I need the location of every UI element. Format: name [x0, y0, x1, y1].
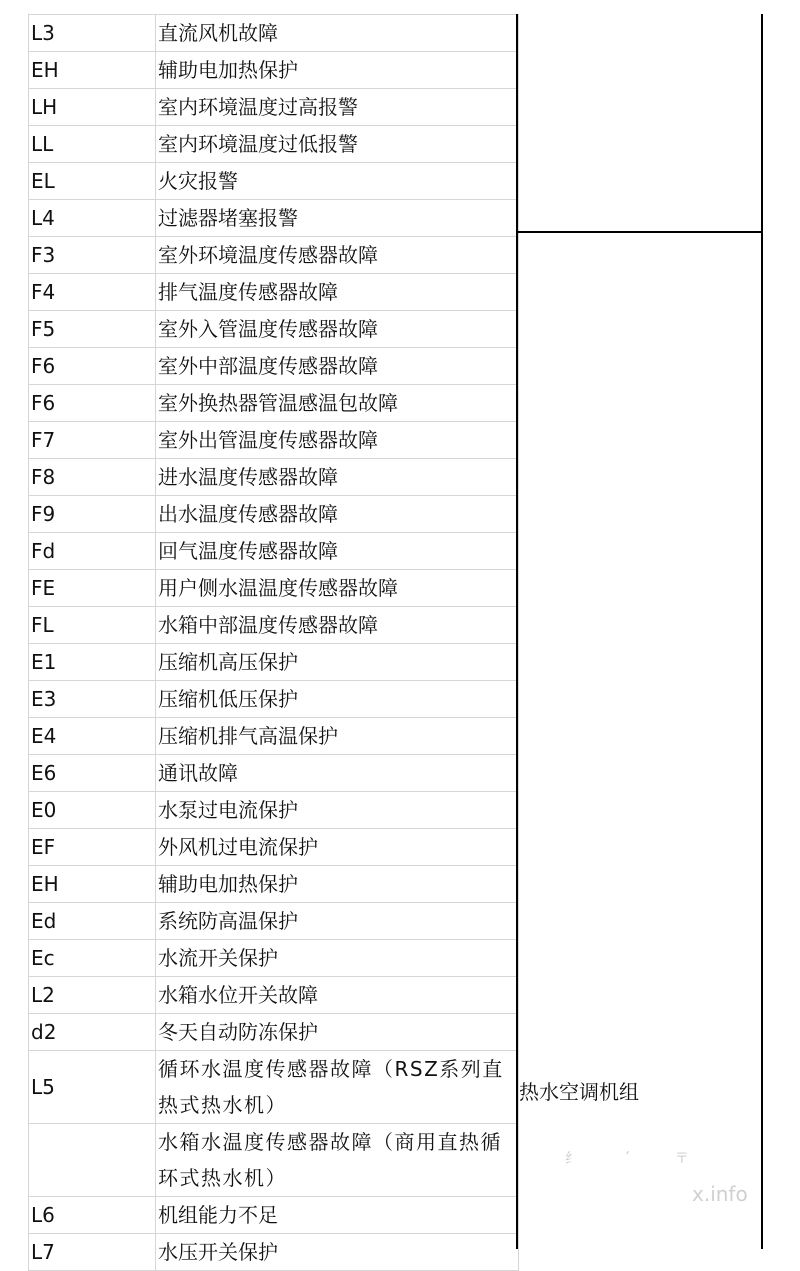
fault-description-cell: 室外出管温度传感器故障 — [156, 422, 519, 459]
fault-description-cell: 水流开关保护 — [156, 940, 519, 977]
fault-code-cell: FE — [29, 570, 156, 607]
fault-code-cell: E4 — [29, 718, 156, 755]
table-row — [29, 977, 519, 1014]
fault-code-table — [28, 14, 519, 1271]
table-row — [29, 422, 519, 459]
fault-code-cell: EH — [29, 52, 156, 89]
fault-description-cell: 水泵过电流保护 — [156, 792, 519, 829]
table-row — [29, 15, 519, 52]
fault-code-cell — [29, 1124, 156, 1197]
fault-description-cell: 火灾报警 — [156, 163, 519, 200]
fault-description-cell: 外风机过电流保护 — [156, 829, 519, 866]
category-label: 热水空调机组 — [519, 1080, 639, 1104]
fault-description-cell: 进水温度传感器故障 — [156, 459, 519, 496]
table-row — [29, 533, 519, 570]
category-group-divider — [516, 231, 763, 233]
fault-code-cell: L5 — [29, 1051, 156, 1124]
fault-description-cell: 出水温度传感器故障 — [156, 496, 519, 533]
fault-description-cell: 机组能力不足 — [156, 1197, 519, 1234]
fault-description-cell: 室外中部温度传感器故障 — [156, 348, 519, 385]
table-row — [29, 385, 519, 422]
watermark: x.info — [692, 1182, 748, 1206]
fault-code-cell: F6 — [29, 348, 156, 385]
fault-description-cell: 水箱水位开关故障 — [156, 977, 519, 1014]
fault-code-cell: EL — [29, 163, 156, 200]
table-row — [29, 52, 519, 89]
fault-description-cell: 过滤器堵塞报警 — [156, 200, 519, 237]
fault-code-cell: L6 — [29, 1197, 156, 1234]
table-row — [29, 163, 519, 200]
fault-code-cell: d2 — [29, 1014, 156, 1051]
fault-description-cell: 直流风机故障 — [156, 15, 519, 52]
table-row — [29, 89, 519, 126]
fault-description-cell: 压缩机低压保护 — [156, 681, 519, 718]
table-row — [29, 570, 519, 607]
fault-code-cell: Fd — [29, 533, 156, 570]
category-column-right-border — [761, 14, 763, 1249]
table-row — [29, 459, 519, 496]
fault-description-cell: 室内环境温度过高报警 — [156, 89, 519, 126]
fault-code-cell: L2 — [29, 977, 156, 1014]
table-row — [29, 311, 519, 348]
table-row — [29, 348, 519, 385]
fault-description-cell: 水箱中部温度传感器故障 — [156, 607, 519, 644]
fault-code-cell: EH — [29, 866, 156, 903]
table-row — [29, 1124, 519, 1197]
fault-description-cell: 循环水温度传感器故障（RSZ系列直热式热水机） — [156, 1051, 519, 1124]
table-row — [29, 274, 519, 311]
fault-code-cell: FL — [29, 607, 156, 644]
fault-code-cell: F4 — [29, 274, 156, 311]
fault-code-rows — [29, 15, 519, 1271]
fault-code-cell: F9 — [29, 496, 156, 533]
table-row — [29, 755, 519, 792]
fault-code-cell: F6 — [29, 385, 156, 422]
fault-description-cell: 回气温度传感器故障 — [156, 533, 519, 570]
fault-code-cell: F7 — [29, 422, 156, 459]
table-row — [29, 1051, 519, 1124]
fault-description-cell: 室外环境温度传感器故障 — [156, 237, 519, 274]
fault-code-cell: E0 — [29, 792, 156, 829]
fault-code-cell: LH — [29, 89, 156, 126]
table-row — [29, 829, 519, 866]
table-row — [29, 903, 519, 940]
fault-code-cell: L4 — [29, 200, 156, 237]
fault-code-cell: L3 — [29, 15, 156, 52]
fault-description-cell: 冬天自动防冻保护 — [156, 1014, 519, 1051]
fault-code-cell: E6 — [29, 755, 156, 792]
table-row — [29, 1197, 519, 1234]
fault-code-cell: EF — [29, 829, 156, 866]
table-row — [29, 718, 519, 755]
fault-description-cell: 水箱水温度传感器故障（商用直热循环式热水机） — [156, 1124, 519, 1197]
table-row — [29, 866, 519, 903]
fault-code-cell: F3 — [29, 237, 156, 274]
faint-marks: 纟 ˊ 〒 — [565, 1151, 709, 1167]
fault-description-cell: 辅助电加热保护 — [156, 866, 519, 903]
table-row — [29, 200, 519, 237]
fault-code-cell: F8 — [29, 459, 156, 496]
fault-description-cell: 水压开关保护 — [156, 1234, 519, 1271]
fault-code-cell: E3 — [29, 681, 156, 718]
fault-description-cell: 排气温度传感器故障 — [156, 274, 519, 311]
fault-description-cell: 压缩机排气高温保护 — [156, 718, 519, 755]
fault-code-cell: F5 — [29, 311, 156, 348]
fault-description-cell: 压缩机高压保护 — [156, 644, 519, 681]
table-row — [29, 496, 519, 533]
fault-description-cell: 通讯故障 — [156, 755, 519, 792]
table-row — [29, 792, 519, 829]
fault-description-cell: 辅助电加热保护 — [156, 52, 519, 89]
table-row — [29, 940, 519, 977]
fault-description-cell: 室外换热器管温感温包故障 — [156, 385, 519, 422]
table-row — [29, 1014, 519, 1051]
fault-description-cell: 系统防高温保护 — [156, 903, 519, 940]
table-row — [29, 126, 519, 163]
table-row — [29, 681, 519, 718]
fault-code-cell: L7 — [29, 1234, 156, 1271]
category-column-left-border — [516, 14, 518, 1249]
fault-description-cell: 室外入管温度传感器故障 — [156, 311, 519, 348]
table-row — [29, 1234, 519, 1271]
fault-code-cell: Ed — [29, 903, 156, 940]
fault-description-cell: 用户侧水温温度传感器故障 — [156, 570, 519, 607]
table-row — [29, 607, 519, 644]
table-row — [29, 237, 519, 274]
fault-description-cell: 室内环境温度过低报警 — [156, 126, 519, 163]
fault-code-cell: LL — [29, 126, 156, 163]
fault-code-cell: E1 — [29, 644, 156, 681]
fault-code-cell: Ec — [29, 940, 156, 977]
table-row — [29, 644, 519, 681]
